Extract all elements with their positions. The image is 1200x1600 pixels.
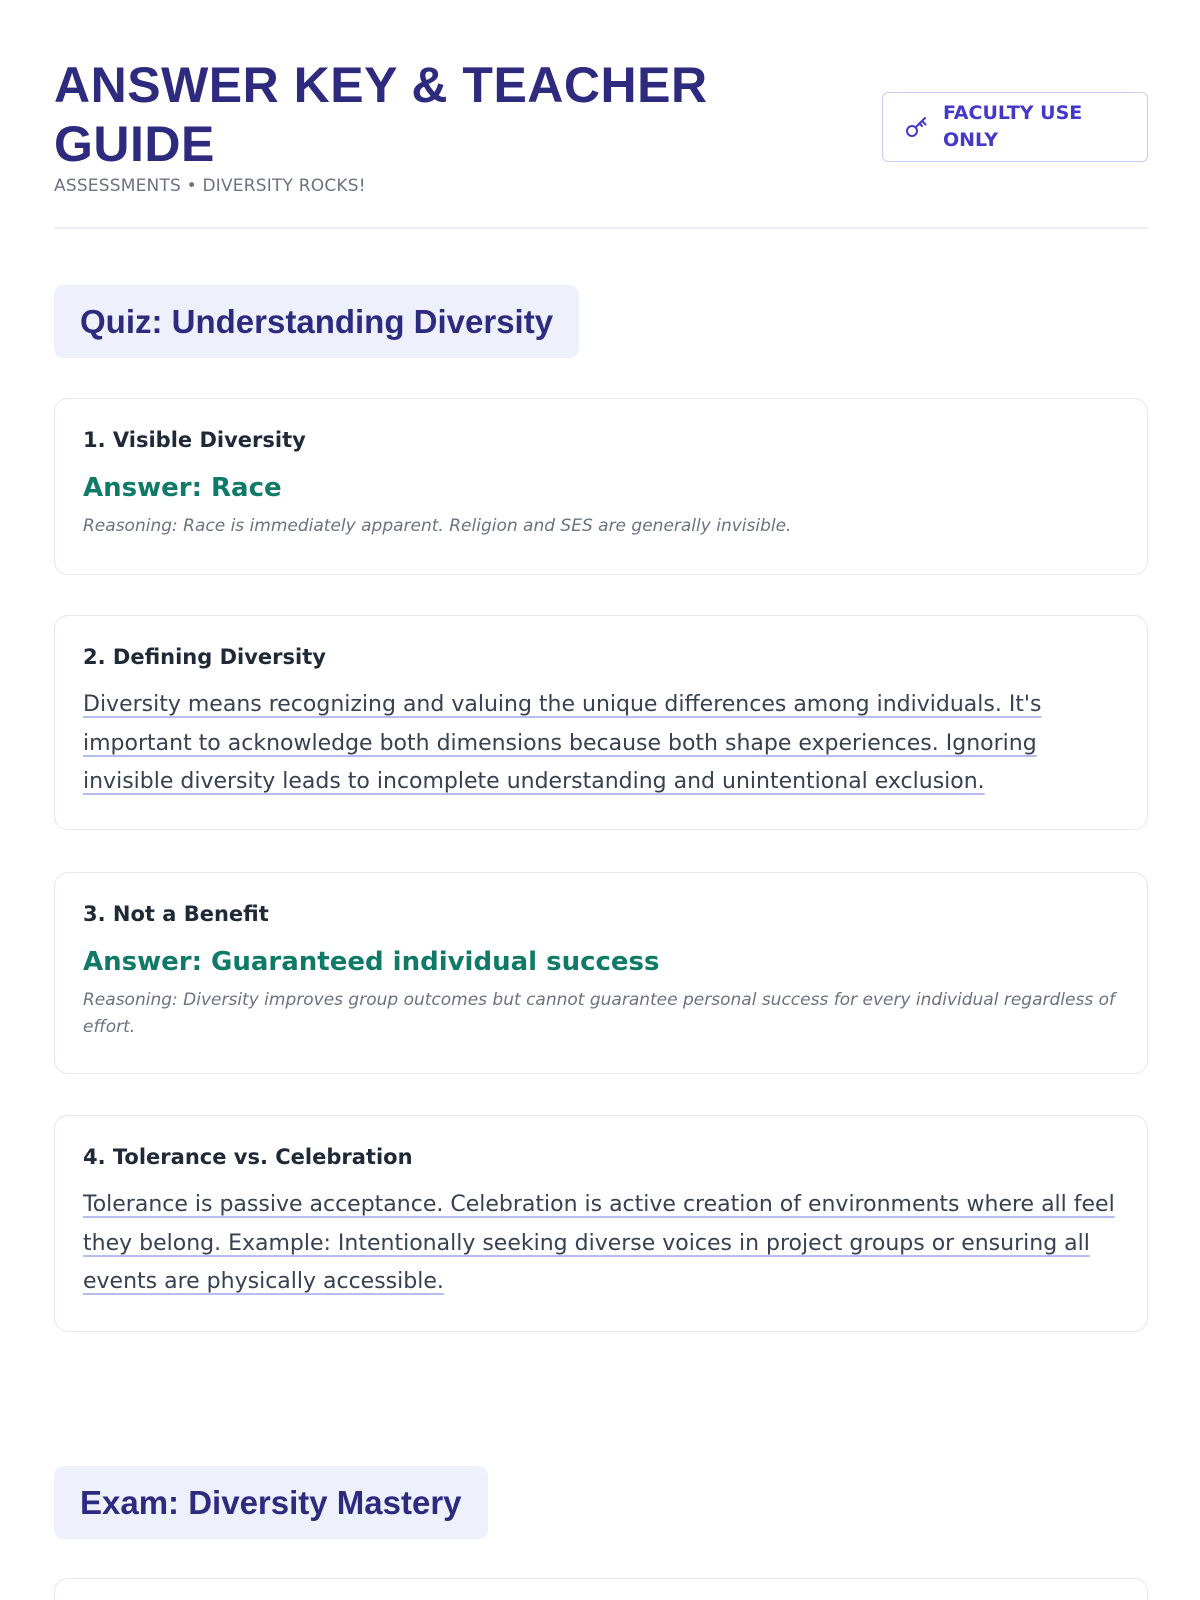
reasoning-text: Reasoning: Diversity improves group outcomes but cannot guarantee personal success for every individual regardless of effort. <box>83 990 1115 1037</box>
answer-paragraph: Diversity means recognizing and valuing the unique differences among individuals. It's important to acknowledge both dimensions because both shape experiences. Ignoring invisible diversity leads to incomplete understanding and unintentional exclusion. <box>83 692 1042 794</box>
section-heading-exam: Exam: Diversity Mastery <box>54 1466 488 1539</box>
question-card <box>54 872 1148 1074</box>
answer-paragraph: Tolerance is passive acceptance. Celebration is active creation of environments where all feel they belong. Example: Intentionally seeking diverse voices in project groups or ensuring all events are physically accessible. <box>83 1192 1115 1294</box>
faculty-badge <box>882 92 1148 162</box>
page-subtitle: ASSESSMENTS • DIVERSITY ROCKS! <box>54 176 366 196</box>
page-title: ANSWER KEY & TEACHER GUIDE <box>54 57 708 172</box>
answer-text: Answer: Race <box>83 473 282 503</box>
page-header <box>54 56 1148 196</box>
answer-text: Answer: Guaranteed individual success <box>83 947 660 977</box>
question-card <box>54 398 1148 575</box>
question-card <box>54 1578 1148 1600</box>
question-title: 1. Visible Diversity <box>83 428 306 452</box>
section-heading-quiz: Quiz: Understanding Diversity <box>54 285 579 358</box>
question-title: 4. Tolerance vs. Celebration <box>83 1145 413 1169</box>
question-card <box>54 615 1148 830</box>
key-icon <box>903 113 931 141</box>
faculty-badge-label: FACULTY USE ONLY <box>943 102 1083 151</box>
question-title: 2. Defining Diversity <box>83 645 326 669</box>
reasoning-text: Reasoning: Race is immediately apparent. Religion and SES are generally invisible. <box>83 516 792 536</box>
question-title: 3. Not a Benefit <box>83 902 269 926</box>
question-card <box>54 1115 1148 1332</box>
header-divider <box>54 227 1148 229</box>
